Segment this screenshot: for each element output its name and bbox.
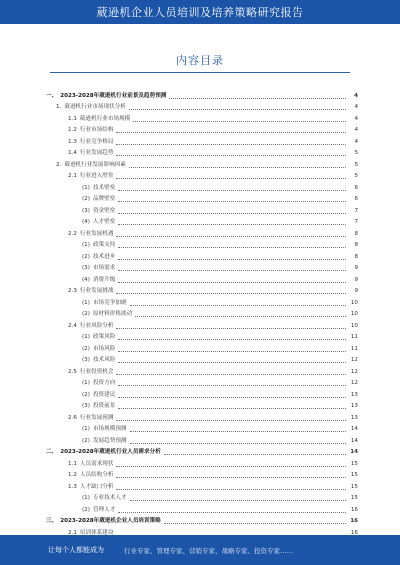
toc-entry[interactable] xyxy=(46,433,358,445)
toc-entry[interactable] xyxy=(46,169,358,181)
toc-entry-number: 1.2 xyxy=(68,472,77,478)
toc-entry-page: 7 xyxy=(354,219,358,225)
toc-entry-page: 9 xyxy=(354,288,358,294)
toc-entry[interactable] xyxy=(46,180,358,192)
toc-entry-number: (1) xyxy=(82,380,90,386)
toc-entry-page: 6 xyxy=(354,184,358,191)
toc-entry-number: (1) xyxy=(82,495,90,501)
toc-entry-title: 行业投资机会 xyxy=(79,368,114,375)
toc-leader-dots xyxy=(118,512,346,513)
toc-entry-number: (2) xyxy=(82,391,90,398)
toc-leader-dots xyxy=(118,351,346,352)
toc-leader-dots xyxy=(118,213,346,214)
toc-leader-dots xyxy=(116,236,346,237)
toc-entry-title: 人才缺口分析 xyxy=(79,483,114,490)
toc-entry[interactable] xyxy=(46,134,358,146)
toc-entry-number: (3) xyxy=(82,265,90,271)
footer-slogan: 让每个人都能成为 xyxy=(48,546,104,554)
toc-entry-number: (2) xyxy=(82,196,90,202)
toc-entry[interactable] xyxy=(46,456,358,468)
toc-entry[interactable] xyxy=(46,238,358,250)
toc-entry-page: 7 xyxy=(354,207,358,214)
toc-entry-page: 16 xyxy=(350,506,358,513)
toc-entry-page: 15 xyxy=(350,460,358,467)
toc-leader-dots xyxy=(116,466,346,467)
toc-entry-title: 人员结构分析 xyxy=(79,472,114,478)
toc-entry-title: 葳逊机行业市场规模 xyxy=(79,115,131,122)
toc-entry[interactable] xyxy=(46,445,358,457)
toc-entry[interactable] xyxy=(46,330,358,342)
toc-entry[interactable] xyxy=(46,123,358,135)
toc-leader-dots xyxy=(116,155,346,156)
toc-entry-title: 投资前景 xyxy=(92,403,116,409)
toc-leader-dots xyxy=(130,500,346,501)
toc-entry[interactable] xyxy=(46,192,358,204)
toc-entry-number: 1.3 xyxy=(68,138,77,145)
toc-leader-dots xyxy=(116,144,346,145)
toc-leader-dots xyxy=(118,201,346,202)
toc-entry-page: 4 xyxy=(354,138,358,145)
toc-entry-title: 2023-2028年葳逊机企业人员培训策略 xyxy=(60,518,161,524)
toc-leader-dots xyxy=(116,293,346,294)
toc-entry-number: (2) xyxy=(82,253,90,260)
toc-entry-title: 投资方向 xyxy=(92,380,116,386)
toc-entry[interactable] xyxy=(46,318,358,330)
toc-leader-dots xyxy=(116,489,346,490)
toc-entry[interactable] xyxy=(46,100,358,112)
toc-leader-dots xyxy=(116,420,346,421)
toc-entry-page: 13 xyxy=(350,403,358,409)
toc-entry-number: 2.5 xyxy=(68,368,77,375)
toc-entry-page: 12 xyxy=(350,380,358,386)
toc-entry-page: 14 xyxy=(350,449,358,455)
toc-entry-title: 行业发展挑战 xyxy=(79,288,114,294)
toc-leader-dots xyxy=(118,339,346,340)
toc-entry-title: 技术进步 xyxy=(92,253,116,260)
toc-entry-number: (3) xyxy=(82,207,90,214)
toc-entry-number: 三、 xyxy=(46,518,58,524)
toc-leader-dots xyxy=(116,328,346,329)
toc-leader-dots xyxy=(116,132,346,133)
toc-entry-number: (2) xyxy=(82,506,90,513)
toc-entry-page: 14 xyxy=(350,426,358,432)
toc-entry-number: (1) xyxy=(82,299,90,306)
toc-entry-title: 原材料价格波动 xyxy=(92,311,133,317)
toc-entry[interactable] xyxy=(46,203,358,215)
toc-entry-number: 2.4 xyxy=(68,322,77,329)
toc-entry[interactable] xyxy=(46,261,358,273)
toc-entry-page: 5 xyxy=(354,150,358,156)
footer-tagline: 行业专家、管理专家、营销专家、战略专家、投资专家…… xyxy=(124,546,293,555)
toc-entry[interactable] xyxy=(46,479,358,491)
toc-entry-title: 2023-2028年葳逊机行业人员需求分析 xyxy=(60,449,161,455)
toc-entry-number: 二、 xyxy=(46,449,58,455)
toc-entry-page: 4 xyxy=(354,92,358,99)
toc-entry[interactable] xyxy=(46,399,358,411)
toc-entry-title: 技术风险 xyxy=(92,357,116,363)
toc-entry-title: 行业发展趋势 xyxy=(79,150,114,156)
toc-entry[interactable] xyxy=(46,410,358,422)
toc-entry-page: 10 xyxy=(350,299,358,306)
toc-entry-number: (2) xyxy=(82,437,90,444)
toc-entry-page: 11 xyxy=(350,345,358,352)
toc-entry-title: 发展趋势预测 xyxy=(92,437,127,444)
toc-entry-title: 消费升级 xyxy=(92,276,116,283)
toc-entry-page: 10 xyxy=(350,322,358,329)
toc-entry-page: 9 xyxy=(354,276,358,283)
toc-entry-number: (4) xyxy=(82,276,90,283)
toc-entry-number: 2.3 xyxy=(68,288,77,294)
toc-entry[interactable] xyxy=(46,146,358,158)
toc-entry-title: 行业市场结构 xyxy=(79,127,114,133)
toc-entry-number: 1.2 xyxy=(68,127,77,133)
toc-entry[interactable] xyxy=(46,514,358,526)
toc-entry[interactable] xyxy=(46,353,358,365)
toc-entry[interactable] xyxy=(46,491,358,503)
toc-leader-dots xyxy=(169,98,346,99)
toc-leader-dots xyxy=(133,121,346,122)
toc-leader-dots xyxy=(116,374,346,375)
toc-entry[interactable] xyxy=(46,272,358,284)
toc-entry-number: (4) xyxy=(82,219,90,225)
toc-entry-page: 4 xyxy=(354,115,358,122)
toc-leader-dots xyxy=(164,523,346,524)
toc-leader-dots xyxy=(135,316,346,317)
toc-entry-page: 5 xyxy=(354,173,358,179)
toc-entry-title: 行业竞争格局 xyxy=(79,138,114,145)
toc-entry-title: 专业技术人才 xyxy=(92,495,127,501)
table-of-contents xyxy=(46,88,358,560)
toc-leader-dots xyxy=(118,259,346,260)
toc-leader-dots xyxy=(118,190,346,191)
toc-entry-number: (1) xyxy=(82,242,90,248)
toc-leader-dots xyxy=(118,224,346,225)
toc-leader-dots xyxy=(130,305,346,306)
toc-entry-number: (2) xyxy=(82,345,90,352)
toc-entry-page: 16 xyxy=(350,529,358,536)
toc-entry-page: 12 xyxy=(350,357,358,363)
toc-entry[interactable] xyxy=(46,284,358,296)
toc-entry-number: (3) xyxy=(82,403,90,409)
toc-entry-title: 行业风险分析 xyxy=(79,322,114,329)
toc-entry-number: (1) xyxy=(82,184,90,191)
toc-leader-dots xyxy=(129,109,346,110)
toc-entry-title: 行业进入壁垒 xyxy=(79,173,114,179)
toc-entry-page: 13 xyxy=(350,414,358,421)
page-title: 内容目录 xyxy=(176,54,224,67)
toc-entry-title: 行业发展预测 xyxy=(79,414,114,421)
title-divider xyxy=(50,72,350,73)
toc-entry-page: 15 xyxy=(350,495,358,501)
toc-leader-dots xyxy=(118,385,346,386)
toc-entry[interactable] xyxy=(46,364,358,376)
toc-entry-page: 9 xyxy=(354,265,358,271)
toc-entry-title: 培训体系建设 xyxy=(79,529,114,536)
toc-entry-title: 行业发展机遇 xyxy=(79,230,114,237)
toc-leader-dots xyxy=(130,431,346,432)
toc-entry[interactable] xyxy=(46,468,358,480)
toc-entry-title: 葳逊机行业发展影响因素 xyxy=(64,161,126,168)
toc-leader-dots xyxy=(118,270,346,271)
toc-entry-page: 6 xyxy=(354,196,358,202)
toc-entry-page: 11 xyxy=(350,334,358,340)
toc-entry-page: 15 xyxy=(350,483,358,490)
report-title: 葳逊机企业人员培训及培养策略研究报告 xyxy=(96,6,304,19)
toc-entry-title: 市场竞争加剧 xyxy=(92,299,127,306)
toc-entry-page: 4 xyxy=(354,104,358,110)
toc-entry-number: (1) xyxy=(82,334,90,340)
toc-entry-number: 2.2 xyxy=(68,230,77,237)
toc-entry-title: 市场需求 xyxy=(92,265,116,271)
toc-leader-dots xyxy=(130,443,346,444)
toc-entry-page: 8 xyxy=(354,230,358,237)
toc-entry-title: 资金壁垒 xyxy=(92,207,116,214)
toc-entry-page: 8 xyxy=(354,242,358,248)
toc-entry-number: 2.6 xyxy=(68,414,77,421)
toc-leader-dots xyxy=(129,167,346,168)
toc-entry-page: 13 xyxy=(350,391,358,398)
toc-entry-title: 市场风险 xyxy=(92,345,116,352)
toc-entry-title: 技术壁垒 xyxy=(92,184,116,191)
toc-entry-number: 1.1 xyxy=(68,460,77,467)
toc-entry[interactable] xyxy=(46,422,358,434)
toc-entry-page: 8 xyxy=(354,253,358,260)
toc-leader-dots xyxy=(116,477,346,478)
toc-leader-dots xyxy=(164,454,346,455)
toc-entry[interactable] xyxy=(46,88,358,100)
toc-entry[interactable] xyxy=(46,387,358,399)
toc-entry-number: 一、 xyxy=(46,92,58,99)
toc-entry-title: 2023-2028年葳逊机行业前景及趋势预测 xyxy=(60,92,167,99)
toc-entry[interactable] xyxy=(46,502,358,514)
toc-entry-number: (2) xyxy=(82,311,90,317)
toc-entry-number: 1.1 xyxy=(68,115,77,122)
toc-entry-page: 4 xyxy=(354,127,358,133)
toc-entry-page: 12 xyxy=(350,368,358,375)
toc-entry-page: 15 xyxy=(350,472,358,478)
toc-leader-dots xyxy=(118,362,346,363)
toc-entry[interactable] xyxy=(46,341,358,353)
toc-entry[interactable] xyxy=(46,249,358,261)
toc-entry[interactable] xyxy=(46,215,358,227)
toc-entry-number: 2. xyxy=(56,161,62,168)
toc-entry-title: 管理人才 xyxy=(92,506,116,513)
report-header-bar xyxy=(0,0,400,24)
toc-entry[interactable] xyxy=(46,307,358,319)
toc-entry-page: 10 xyxy=(350,311,358,317)
toc-entry-title: 人才壁垒 xyxy=(92,219,116,225)
toc-entry[interactable] xyxy=(46,226,358,238)
toc-leader-dots xyxy=(118,247,346,248)
toc-entry[interactable] xyxy=(46,111,358,123)
footer-bar xyxy=(0,535,400,565)
toc-entry[interactable] xyxy=(46,376,358,388)
toc-leader-dots xyxy=(118,408,346,409)
toc-entry-title: 葳逊机行业市场现状分析 xyxy=(64,104,126,110)
toc-entry-page: 5 xyxy=(354,161,358,168)
toc-entry-number: 1. xyxy=(56,104,62,110)
toc-leader-dots xyxy=(118,282,346,283)
toc-entry-title: 市场规模预测 xyxy=(92,426,127,432)
toc-entry-title: 政策支持 xyxy=(92,242,116,248)
toc-entry-title: 品牌壁垒 xyxy=(92,196,116,202)
toc-entry-number: (1) xyxy=(82,426,90,432)
toc-entry-page: 14 xyxy=(350,437,358,444)
toc-entry[interactable] xyxy=(46,295,358,307)
toc-entry-number: (3) xyxy=(82,357,90,363)
toc-entry-title: 人员需求现状 xyxy=(79,460,114,467)
toc-entry-number: 1.3 xyxy=(68,483,77,490)
toc-entry-page: 16 xyxy=(350,518,358,524)
toc-entry[interactable] xyxy=(46,157,358,169)
toc-entry-number: 2.1 xyxy=(68,173,77,179)
toc-leader-dots xyxy=(118,397,346,398)
toc-entry-title: 政策风险 xyxy=(92,334,116,340)
toc-leader-dots xyxy=(116,178,346,179)
toc-entry-title: 投资建议 xyxy=(92,391,116,398)
toc-entry-number: 2.1 xyxy=(68,529,77,536)
toc-entry-number: 1.4 xyxy=(68,150,77,156)
